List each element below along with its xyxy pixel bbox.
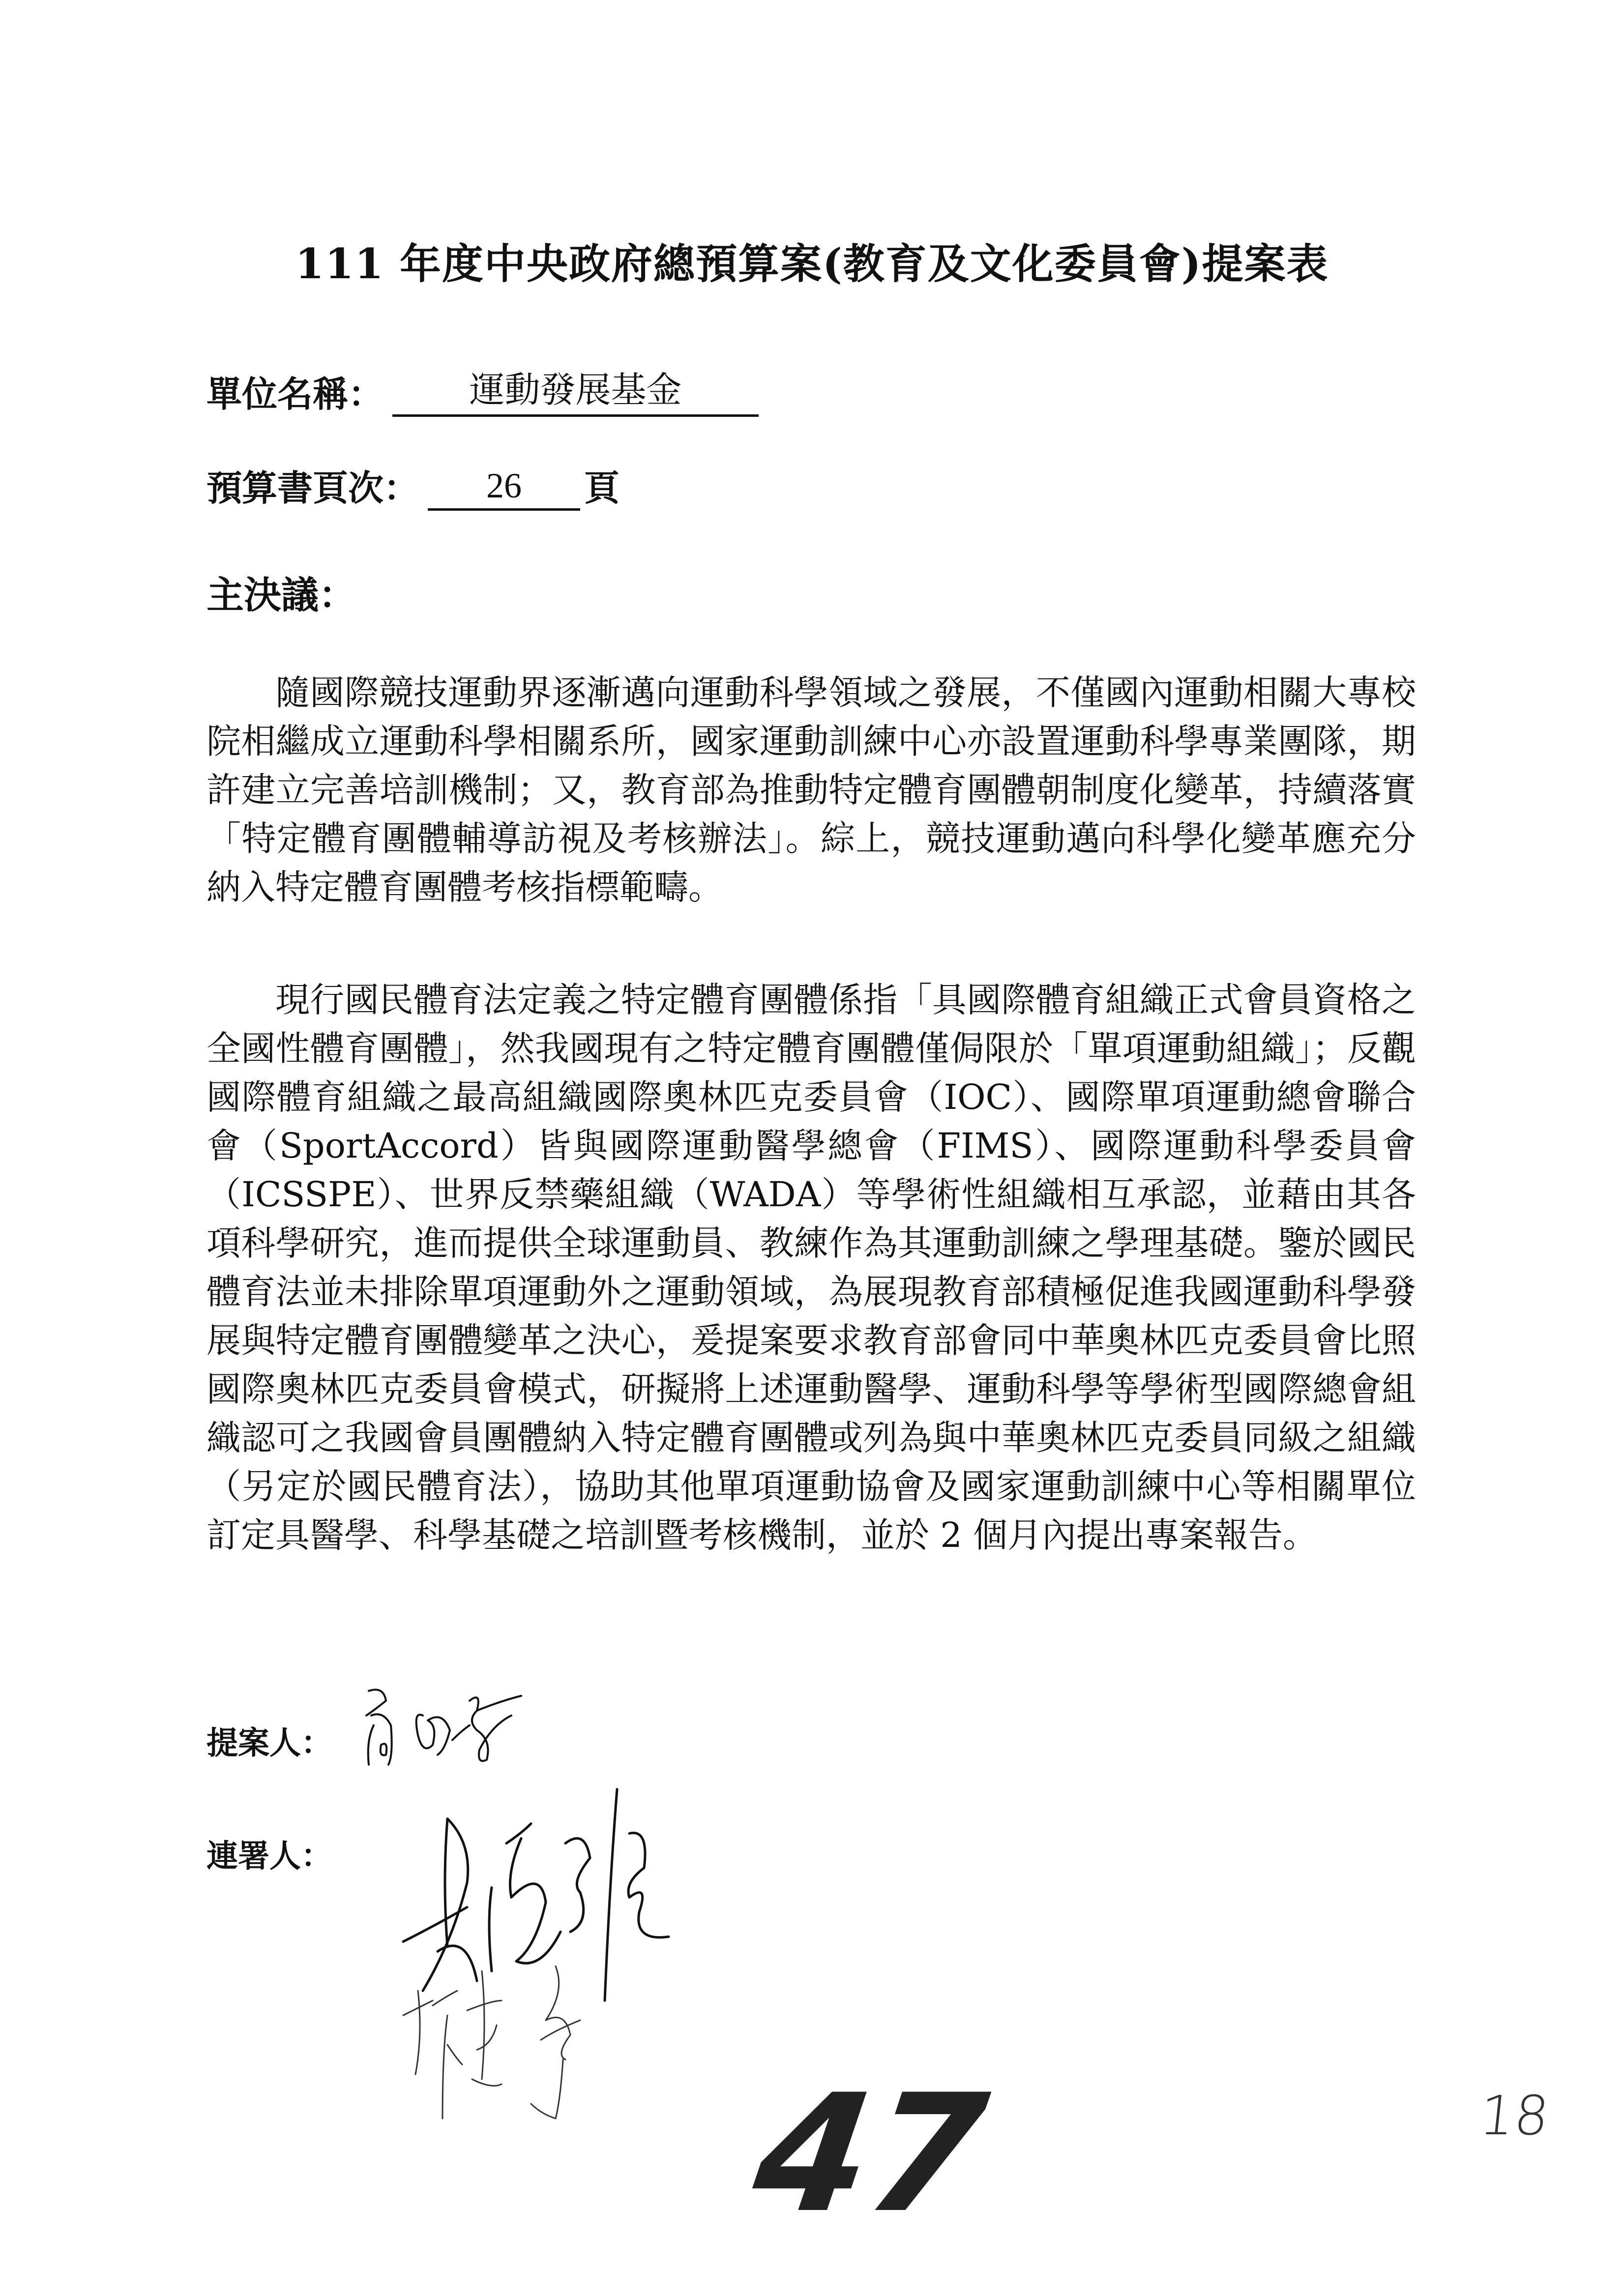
document-title: 111 年度中央政府總預算案(教育及文化委員會)提案表 <box>295 239 1329 288</box>
resolution-paragraph-2 <box>207 976 1416 1560</box>
resolution-paragraph-1 <box>207 668 1416 912</box>
proposer-signature <box>364 1681 620 1779</box>
main-resolution-label: 主決議： <box>207 573 356 617</box>
scan-page-number: 18 <box>1476 2084 1552 2147</box>
unit-name-value: 運動發展基金 <box>392 361 759 417</box>
budget-page-field <box>207 460 620 511</box>
unit-name-field <box>207 361 759 417</box>
handwritten-page-number: 47 <box>744 2060 997 2248</box>
paragraph-text: 現行國民體育法定義之特定體育團體係指「具國際體育組織正式會員資格之全國性體育團體」，然我國現有之特定體育團體僅侷限於「單項運動組織」；反觀國際體育組織之最高組織國際奧林匹克委員會（IOC）、國際單項運動總會聯合會（SportAccord）皆與國際運動醫學總會（FIMS）、國際運動科學委員會（ICSSPE）、世界反禁藥組織（WADA）等學術性組織相互承認，並藉由其各項科學研究，進而提供全球運動員、教練作為其運動訓練之學理基礎。鑒於國民體育法並未排除單項運動外之運動領域，為展現教育部積極促進我國運動科學發展與特定體育團體變革之決心，爰提案要求教育部會同中華奧林匹克委員會比照國際奧林匹克委員會模式，研擬將上述運動醫學、運動科學等學術型國際總會組織認可之我國會員團體納入特定體育團體或列為與中華奧林匹克委員同級之組織（另定於國民體育法），協助其他單項運動協會及國家運動訓練中心等相關單位訂定具醫學、科學基礎之培訓暨考核機制，並於 2 個月內提出專案報告。 <box>207 980 1416 1555</box>
budget-page-label: 預算書頁次： <box>207 467 419 509</box>
budget-page-suffix: 頁 <box>584 467 620 509</box>
cosigner-label: 連署人： <box>207 1838 332 1875</box>
unit-name-label: 單位名稱： <box>207 373 384 415</box>
budget-page-value: 26 <box>428 465 580 511</box>
proposer-label: 提案人： <box>207 1725 332 1762</box>
cosigner-signature-2 <box>393 1961 669 2128</box>
paragraph-text: 隨國際競技運動界逐漸邁向運動科學領域之發展，不僅國內運動相關大專校院相繼成立運動科學相關系所，國家運動訓練中心亦設置運動科學專業團隊，期許建立完善培訓機制；又，教育部為推動特定體育團體朝制度化變革，持續落實「特定體育團體輔導訪視及考核辦法」。綜上，競技運動邁向科學化變革應充分納入特定體育團體考核指標範疇。 <box>207 672 1416 907</box>
